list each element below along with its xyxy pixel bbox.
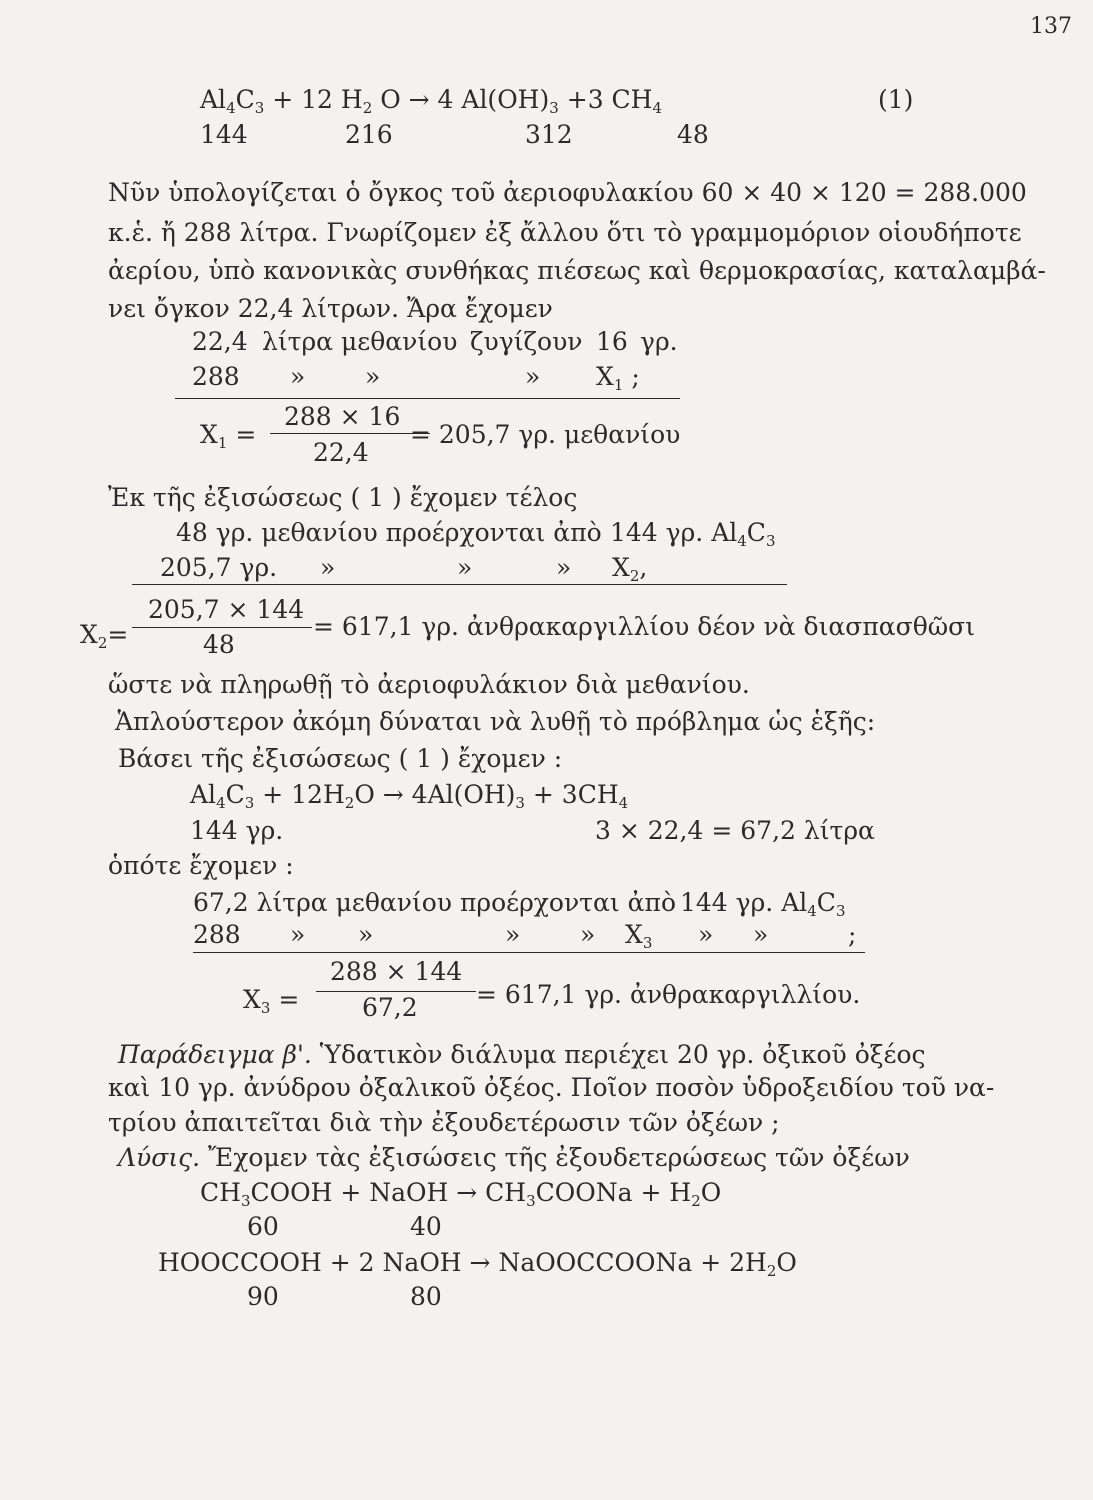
example-line: τρίου ἀπαιτεῖται διὰ τὴν ἐξουδετέρωσιν τῶν ὀξέων ; [108,1108,780,1137]
fraction-lhs: $X_2=$ [80,620,129,652]
fraction-denominator: 22,4 [313,438,369,467]
paragraph-line: Νῦν ὑπολογίζεται ὁ ὄγκος τοῦ ἀεριοφυλακίου 60 × 40 × 120 = 288.000 [108,178,1027,207]
ditto-mark: » [556,553,572,582]
fraction-denominator: 48 [203,630,235,659]
proportion-rule [132,584,787,585]
proportion-value: 205,7 γρ. [160,553,278,582]
fraction-lhs: $X_3$ = [243,985,300,1017]
ditto-mark: » [320,553,336,582]
equation-1-label: (1) [878,85,914,114]
paragraph-line: ὁπότε ἔχομεν : [108,851,294,880]
equation-4: HOOCCOOH + 2 NaOH → NaOOCCOONa + $2H_2O$ [158,1248,797,1280]
molar-mass: 60 [247,1212,279,1241]
proportion-text: λίτρα μεθανίου [262,327,458,356]
ditto-mark: » [290,920,306,949]
paragraph-line: Ἁπλούστερον ἀκόμη δύναται νὰ λυθῇ τὸ πρόβλημα ὡς ἑξῆς: [115,707,876,736]
ditto-mark: » [505,920,521,949]
proportion-value: 288 [192,362,240,391]
paragraph-line: κ.ἑ. ἤ 288 λίτρα. Γνωρίζομεν ἐξ ἄλλου ὅτι τὸ γραμμομόριον οἱουδήποτε [108,218,1022,247]
proportion-text: 48 γρ. μεθανίου προέρχονται ἀπὸ [176,518,602,547]
proportion-value: 22,4 [192,327,248,356]
ditto-mark: » [580,920,596,949]
molar-mass: 216 [345,120,393,149]
fraction-denominator: 67,2 [362,993,418,1022]
proportion-text: 144 γρ. $Al_4C_3$ [680,888,846,920]
molar-mass: 144 γρ. [190,816,284,845]
page-number: 137 [1030,14,1072,39]
ditto-mark: » [365,362,381,391]
equation-1: $Al_4C_3 + 12$ $H_2$ O → 4 $Al(OH)_3 +3$ $CH_4$ [200,85,663,117]
fraction-bar [132,627,312,628]
fraction-bar [270,433,430,434]
ditto-mark: » [698,920,714,949]
equation-3: $CH_3COOH$ + NaOH → $CH_3COONa + H_2O$ [200,1178,722,1210]
fraction-numerator: 205,7 × 144 [148,595,305,624]
fraction-result: = 617,1 γρ. ἀνθρακαργιλλίου δέον νὰ διασπασθῶσι [313,612,975,641]
molar-mass: 40 [410,1212,442,1241]
molar-mass: 144 [200,120,248,149]
paragraph-line: Βάσει τῆς ἐξισώσεως ( 1 ) ἔχομεν : [118,744,563,773]
gas-volume: 3 × 22,4 = 67,2 λίτρα [595,816,875,845]
ditto-mark: » [753,920,769,949]
fraction-lhs: $X_1$ = [200,420,257,452]
ditto-mark: » [290,362,306,391]
molar-mass: 80 [410,1282,442,1311]
molar-mass: 90 [247,1282,279,1311]
fraction-bar [316,991,476,992]
fraction-numerator: 288 × 16 [284,402,401,431]
proportion-rule [175,398,680,399]
example-line: Παράδειγμα β'. Ὑδατικὸν διάλυμα περιέχει 20 γρ. ὀξικοῦ ὀξέος [118,1040,926,1069]
proportion-unit: γρ. [640,327,678,356]
proportion-text: 67,2 λίτρα μεθανίου προέρχονται ἀπὸ [193,888,676,917]
ditto-mark: » [525,362,541,391]
unknown-variable: $X_3$ [625,920,653,952]
unknown-variable: $X_1$ ; [596,362,640,394]
proportion-rule [193,952,865,953]
unknown-variable: $X_2$, [612,553,648,585]
proportion-text: 144 γρ. $Al_4C_3$ [610,518,776,550]
solution-line: Λύσις. Ἔχομεν τὰς ἐξισώσεις τῆς ἐξουδετερώσεως τῶν ὀξέων [118,1143,910,1172]
paragraph-line: νει ὄγκον 22,4 λίτρων. Ἄρα ἔχομεν [108,294,553,323]
proportion-text: ζυγίζουν [470,327,583,356]
fraction-result: = 617,1 γρ. ἀνθρακαργιλλίου. [476,980,861,1009]
ditto-mark: » [358,920,374,949]
ditto-mark: ; [848,920,857,949]
proportion-value: 288 [193,920,241,949]
ditto-mark: » [457,553,473,582]
proportion-value: 16 [596,327,628,356]
equation-2: $Al_4C_3 + 12H_2O \to 4Al(OH)_3 + 3CH_4$ [190,780,629,812]
molar-mass: 48 [677,120,709,149]
fraction-numerator: 288 × 144 [330,957,463,986]
example-title: Παράδειγμα β'. [118,1040,312,1069]
fraction-result: = 205,7 γρ. μεθανίου [410,420,681,449]
solution-title: Λύσις. [118,1143,201,1172]
paragraph-line: ὥστε νὰ πληρωθῇ τὸ ἀεριοφυλάκιον διὰ μεθανίου. [108,670,750,699]
paragraph-line: ἀερίου, ὑπὸ κανονικὰς συνθήκας πιέσεως καὶ θερμοκρασίας, καταλαμβά- [108,256,1046,285]
example-line: καὶ 10 γρ. ἀνύδρου ὀξαλικοῦ ὀξέος. Ποῖον ποσὸν ὑδροξειδίου τοῦ να- [108,1073,995,1102]
molar-mass: 312 [525,120,573,149]
paragraph-line: Ἐκ τῆς ἐξισώσεως ( 1 ) ἔχομεν τέλος [108,483,578,512]
